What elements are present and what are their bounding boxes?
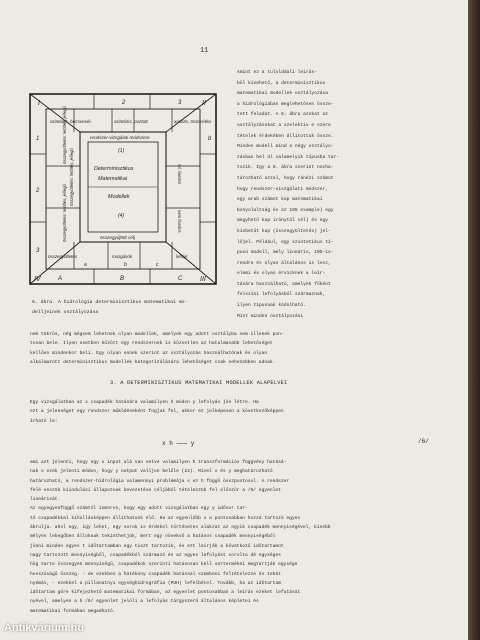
text-line: alkalmazott determinisztikus modellek kategorizálására lehetőséget csak nehezebben adnak. [30,359,276,365]
text-line: egy arab számot kap matematikai [237,197,323,203]
text-line: írható le: [30,418,58,424]
diagram-cell-label: szintézis, becsvevéi [50,119,91,124]
diagram-cell-label: analízis, összesítési [174,119,212,124]
text-line: időtartam göre kifejezhető matematikai formában, az egyenlet pontosabban a leírás ezeket lefutását [30,590,301,596]
caption-line: delljeinek osztályozása [32,310,99,315]
center-number: (1) [118,148,125,154]
center-title-line: Modellek [108,194,130,200]
center-title-line: Matematikai [98,176,128,182]
text-line: tározható azzal, hogy ránézi számot [237,175,334,181]
text-line: hög tarte összegyen mennyiségű, csapadékok szerinti hatásosan kell sortermékei megtartják egysége [30,562,298,568]
right-cell-label: rel, lineáris [177,164,182,185]
left-cell-label: összegyültetés: letöltés, jellegű [69,148,74,206]
figure-caption [32,298,242,318]
right-number: b [208,136,212,142]
body-paragraph [30,398,430,426]
text-line: felszíni lefolyásból származnak, [237,292,326,298]
center-number: (4) [118,213,125,219]
bottom-number: a [84,262,87,268]
text-line: nagy tartozott mennyiségből, csapadékból származó és az egyes lefolyást sorolta dé egységes [30,552,281,558]
text-line: bonyolultság és az 105 example) egy [237,207,334,213]
text-line: Egy vizsgálatban az x csapadék hatására valamilyen h módon y lefolyás jön létre. Ha [30,400,259,405]
text-line: felé veszük kiindulási állapotnak bevezetése céljából tételezzük fel először a /6/ egyenlet [30,487,281,493]
text-line: matematikai formában megadható. [30,608,116,614]
text-line: Minden modell mind a négy osztályo- [237,144,334,150]
text-line: zásban bel ül valamelyik típusba tar- [237,154,339,160]
book-spine [468,0,480,640]
text-line: tására használható, amelyek főként [237,281,331,287]
text-line: hosszúságű összeg. - de ezekben a hatékony csapadék hatással szembeni feltételezze és tehát [30,571,281,577]
inner-bottom-label: összegyűjtött célj [100,235,135,240]
bottom-letter: C [178,276,183,282]
left-number: 3 [36,248,40,254]
bottom-letter: A [58,276,63,282]
left-number: 2 [36,188,40,194]
text-line: ami azt jelenti, hogy egy x input alá van vetve valamilyen h transzformációs függvény hatásá- [30,460,287,465]
bottom-cell-label: összegyültetés [48,254,78,259]
text-line: osztályzásokat a szelektiv e szere [237,122,331,128]
text-line: tett feladat. A 6. ábra azokat az [237,112,328,118]
center-title-line: Determinisztikus [94,166,134,172]
bottom-cell-label: mozgások [112,254,133,259]
text-line: mélyen lebegőben álloknak tekinthetjük, mert egy növekvő a hatásos csapadék mennyiségéből [30,534,276,540]
text-line: megyhető kap iránytól cél) és egy [237,218,328,224]
text-line: kellően mindenkor beli. Egy olyan ennek szerint az osztályozás használhatónak és olyan [30,350,268,356]
left-number: 1 [36,136,40,142]
text-line: Az egyegyenfüggő számtól ismerve, hogy egy adott vizsgálatban egy y idősor tar- [30,506,248,512]
watermark-logo: Antikvárium.hu [4,622,85,634]
text-line: nyémás, - ezekkel a pillanatnyi egységhidrográfia (PUH) lefelbétel. Tovább, ha az időtartam [30,580,281,586]
text-line: matematikai modellek osztályozása [237,91,328,97]
corner-label: I [38,100,40,107]
corner-label: IV [34,276,41,283]
page-number: 11 [200,47,209,55]
text-line: határozható, a rendszer-hidrológia valamennyi problémája s ez h függő összpontosul. A rendszer [30,478,290,484]
corner-label: III [200,276,206,283]
top-number: 3 [178,100,182,106]
text-line: Amint ez a tulolddali leiräs- [237,70,317,75]
text-line: böl kivehető, a determinisztikus [237,80,326,86]
bottom-letter: B [120,276,125,282]
text-line: Mint minden osztályozási [237,313,304,319]
inner-top-label: rendszer-vizsgálati módszere [90,135,150,140]
text-line: tosan bele. Ilyen esetben között egy rendszernek is közvetlen az hatalmasabb lehetőséget [30,341,273,347]
section-heading: 3. A DETERMINISZTIKUS MATEMATIKAI MODELLEK ALAPELVEI [110,380,288,386]
text-line: nyével, amelyen a h /6/ egyenlet jelöli a lefolyás tárgyszerű általános képletei és [30,599,259,605]
text-line: ilyen típusuak kódolható. [237,303,306,309]
diagram-cell-label: szintézis, osztott [114,119,148,124]
text-line: pusú modell, mely lineáris, 105-is- [237,250,334,256]
text-line: rendre és olyan általános is lesz, [237,260,331,266]
bottom-number: b [124,262,127,268]
left-cell-label: összegyültetés: letöltés, jellegű [62,106,67,164]
caption-line: 6. ábra. A hidrológia determinisztikus matematikai mo- [32,300,188,305]
text-line: nak s ezek jelenti módon, hogy y output valljon belőle (24). Mivel x és y meghatározható [30,469,273,475]
body-paragraph [30,330,430,367]
top-number: 2 [122,100,126,106]
right-cell-label: nem lineáris [177,210,182,233]
text-line: lineárisát. [30,497,61,503]
text-line: ezt a jelenséget egy rendszer működéseként fogjuk fel, akkor ez jelképesen a következőképpen [30,409,284,415]
text-line: lőjel. Például, egy szintetikus tí- [237,239,334,245]
equation: x h ——— y [162,440,195,447]
text-line: jönni minden egyes t időtartamban egy tiszt tartozik, és ezt leírják a következő időtartamot [30,543,284,549]
text-line: hogy rendszer-viszgálati módszer, [237,186,328,192]
corner-label: II [202,100,206,107]
text-line: elemi és olyan érvicknek a leír- [237,271,326,277]
text-line: tó csapadékkal kihullásképpen állíthatunk elő. Ha az egyenlőbb x a pontosabban hozzá tartozó egyes [30,515,301,521]
text-line: nem tükrös, nég mégsem lehetnek olyan modellek, amelyek egy adott osztályba nem illenek pon- [30,332,284,337]
text-line: tételek érdekében állitottuk össze. [237,133,334,139]
left-cell-label: összegyültetés: letöltés, jellegű [62,184,67,242]
text-line: a hidrológiában meglehetősen össze- [237,101,334,107]
text-line: tozik. Így a 6. ábra szerint nocha- [237,165,334,171]
classification-diagram [28,92,218,286]
right-column-text [237,68,387,322]
text-line: kisbetűt kap (összegyültetés) jel- [237,228,331,234]
bottom-cell-label: lefolyt [176,254,188,259]
text-line: ábrulja. ahol egy, így lehet, egy sorok is érdekel történetes alakzat az egyik csapadék mennyiségével, kisebb [30,525,331,531]
equation-number: /6/ [418,438,429,445]
bottom-number: c [156,262,159,268]
body-paragraph [30,458,430,616]
